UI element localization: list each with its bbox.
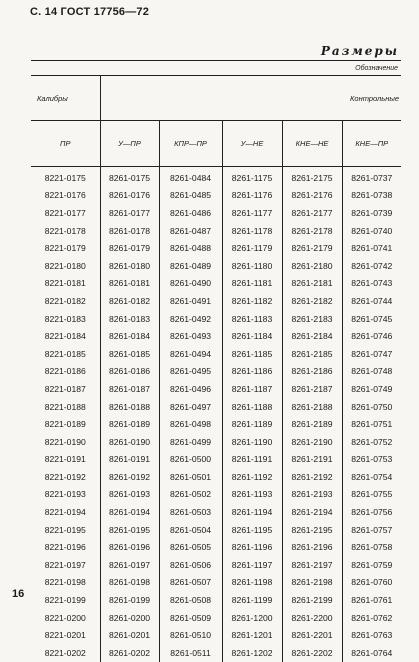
table-row [31,398,401,416]
table-cell: 8261-1194 [222,503,282,521]
column-header: У—НЕ [222,121,282,167]
table-cell: 8261-2193 [282,486,342,504]
gauge-table [31,60,401,662]
table-cell: 8261-0188 [100,398,159,416]
table-cell: 8261-1176 [222,187,282,205]
page-number: 16 [12,588,25,600]
table-cell: 8261-2188 [282,398,342,416]
table-cell: 8261-2177 [282,204,342,222]
table-cell: 8221-0187 [31,380,100,398]
header-control: Контрольные [100,76,401,121]
table-cell: 8221-0177 [31,204,100,222]
table-cell: 8261-0179 [100,239,159,257]
table-cell: 8261-1179 [222,239,282,257]
table-cell: 8261-0756 [351,507,393,518]
table-cell: 8261-1195 [222,521,282,539]
table-cell: 8261-0177 [100,204,159,222]
table-cell: 8261-0742 [351,260,393,271]
table-cell: 8221-0193 [31,486,100,504]
table-cell: 8261-0201 [100,626,159,644]
table-cell: 8261-0202 [100,644,159,662]
table-row [31,257,401,275]
table-cell: 8261-0490 [159,275,222,293]
table-row [31,363,401,381]
table-cell: 8261-0760 [351,577,393,588]
table-cell: 8261-0492 [159,310,222,328]
table-cell: 8261-0184 [100,327,159,345]
table-cell: 8261-0496 [159,380,222,398]
table-cell: 8221-0186 [31,363,100,381]
table-cell: 8261-0739 [351,207,393,218]
table-cell: 8261-0749 [351,383,393,394]
table-cell: 8261-0192 [100,468,159,486]
table-cell: 8261-1175 [222,167,282,187]
table-row [31,556,401,574]
table-cell: 8261-0488 [159,239,222,257]
table-cell: 8261-0190 [100,433,159,451]
table-row [31,327,401,345]
table-cell: 8261-0754 [351,471,393,482]
table-row [31,239,401,257]
table-cell: 8261-1183 [222,310,282,328]
header-designation: Обозначение [31,61,401,76]
table-cell: 8261-0761 [351,595,393,606]
table-cell: 8261-0762 [351,612,393,623]
table-cell: 8261-0505 [159,538,222,556]
table-cell: 8221-0181 [31,275,100,293]
table-cell: 8261-1180 [222,257,282,275]
table-cell: 8221-0197 [31,556,100,574]
header-gauges: Калибры [31,76,100,121]
table-cell: 8261-1177 [222,204,282,222]
table-cell: 8261-2181 [282,275,342,293]
table-cell: 8261-0486 [159,204,222,222]
table-cell: 8261-0744 [351,295,393,306]
table-cell: 8261-0191 [100,451,159,469]
table-cell: 8261-2191 [282,451,342,469]
table-cell: 8221-0182 [31,292,100,310]
table-cell: 8221-0178 [31,222,100,240]
column-header: У—ПР [100,121,159,167]
table-row [31,626,401,644]
table-cell: 8261-2202 [282,644,342,662]
table-row [31,574,401,592]
table-cell: 8261-0491 [159,292,222,310]
table-cell: 8261-0196 [100,538,159,556]
table-cell: 8261-0183 [100,310,159,328]
table-cell: 8221-0194 [31,503,100,521]
table-cell: 8261-0181 [100,275,159,293]
gauge-table-wrapper [31,60,401,662]
header-row-designation [31,61,401,76]
table-row [31,503,401,521]
table-cell: 8261-0489 [159,257,222,275]
table-cell: 8261-1178 [222,222,282,240]
table-row [31,468,401,486]
table-cell: 8261-2175 [282,167,342,187]
table-cell: 8261-0508 [159,591,222,609]
table-cell: 8261-0493 [159,327,222,345]
table-cell: 8221-0180 [31,257,100,275]
table-cell: 8261-0186 [100,363,159,381]
table-cell: 8261-0200 [100,609,159,627]
table-cell: 8261-0507 [159,574,222,592]
table-cell: 8261-0740 [351,225,393,236]
table-cell: 8261-0511 [159,644,222,662]
table-cell: 8261-1186 [222,363,282,381]
table-cell: 8221-0191 [31,451,100,469]
table-cell: 8261-2197 [282,556,342,574]
table-cell: 8261-2199 [282,591,342,609]
table-cell: 8261-0199 [100,591,159,609]
table-cell: 8261-1187 [222,380,282,398]
table-header [31,61,401,167]
table-cell: 8261-1193 [222,486,282,504]
table-cell: 8261-0182 [100,292,159,310]
table-cell: 8261-0495 [159,363,222,381]
table-cell: 8261-2194 [282,503,342,521]
table-cell: 8261-0510 [159,626,222,644]
table-cell: 8221-0198 [31,574,100,592]
table-row [31,591,401,609]
table-cell: 8261-0485 [159,187,222,205]
table-cell: 8261-1197 [222,556,282,574]
table-cell: 8261-0504 [159,521,222,539]
table-cell: 8221-0189 [31,415,100,433]
table-cell: 8261-2190 [282,433,342,451]
table-row [31,345,401,363]
table-cell: 8261-2182 [282,292,342,310]
table-cell: 8261-0759 [351,559,393,570]
table-cell: 8261-0750 [351,401,393,412]
table-cell: 8261-0763 [351,630,393,641]
table-cell: 8261-2192 [282,468,342,486]
table-cell: 8261-0747 [351,348,393,359]
table-cell: 8261-1198 [222,574,282,592]
column-header: ПР [31,121,100,167]
table-cell: 8261-0743 [351,278,393,289]
table-cell: 8261-2185 [282,345,342,363]
header-row-gauges [31,76,401,121]
table-cell: 8261-0506 [159,556,222,574]
table-cell: 8261-2186 [282,363,342,381]
table-cell: 8221-0192 [31,468,100,486]
table-row [31,275,401,293]
table-cell: 8261-1192 [222,468,282,486]
table-cell: 8221-0185 [31,345,100,363]
table-cell: 8221-0199 [31,591,100,609]
table-body [31,167,401,662]
table-cell: 8221-0176 [31,187,100,205]
table-cell: 8261-0758 [351,542,393,553]
table-cell: 8261-2195 [282,521,342,539]
table-cell: 8261-0501 [159,468,222,486]
table-cell: 8261-0176 [100,187,159,205]
table-cell: 8261-0185 [100,345,159,363]
table-row [31,222,401,240]
table-cell: 8261-2184 [282,327,342,345]
table-cell: 8261-1188 [222,398,282,416]
table-row [31,204,401,222]
table-cell: 8261-0738 [351,190,393,201]
table-cell: 8261-0498 [159,415,222,433]
table-row [31,167,401,187]
table-cell: 8261-1191 [222,451,282,469]
table-cell: 8261-1189 [222,415,282,433]
table-cell: 8261-2180 [282,257,342,275]
table-cell: 8261-1202 [222,644,282,662]
table-cell: 8261-2178 [282,222,342,240]
table-cell: 8261-0178 [100,222,159,240]
table-row [31,538,401,556]
table-cell: 8261-0487 [159,222,222,240]
table-cell: 8261-0189 [100,415,159,433]
table-cell: 8261-0497 [159,398,222,416]
table-cell: 8261-0180 [100,257,159,275]
table-cell: 8221-0175 [31,167,100,187]
table-cell: 8261-0753 [351,454,393,465]
table-cell: 8261-1200 [222,609,282,627]
table-cell: 8261-2201 [282,626,342,644]
table-cell: 8261-1185 [222,345,282,363]
table-cell: 8261-0764 [351,647,393,658]
table-cell: 8261-0187 [100,380,159,398]
table-cell: 8261-0746 [351,331,393,342]
section-title: Размеры [320,44,399,58]
table-cell: 8261-0752 [351,436,393,447]
table-cell: 8261-0737 [351,172,393,183]
table-cell: 8221-0201 [31,626,100,644]
column-header: КНЕ—НЕ [282,121,342,167]
table-row [31,292,401,310]
table-cell: 8221-0196 [31,538,100,556]
table-row [31,415,401,433]
table-cell: 8221-0195 [31,521,100,539]
column-headers [31,121,401,167]
table-cell: 8261-0503 [159,503,222,521]
table-row [31,433,401,451]
table-cell: 8261-0751 [351,419,393,430]
table-cell: 8261-0494 [159,345,222,363]
table-cell: 8261-0193 [100,486,159,504]
column-header: КНЕ—ПР [342,121,401,167]
table-cell: 8261-2198 [282,574,342,592]
table-row [31,486,401,504]
table-row [31,451,401,469]
table-row [31,187,401,205]
table-cell: 8261-0195 [100,521,159,539]
table-cell: 8261-2183 [282,310,342,328]
table-cell: 8261-0509 [159,609,222,627]
table-row [31,609,401,627]
table-cell: 8261-1190 [222,433,282,451]
table-cell: 8261-0748 [351,366,393,377]
table-cell: 8221-0190 [31,433,100,451]
table-cell: 8261-2189 [282,415,342,433]
table-cell: 8221-0179 [31,239,100,257]
table-cell: 8221-0202 [31,644,100,662]
page-header: С. 14 ГОСТ 17756—72 [30,6,150,18]
table-row [31,310,401,328]
table-cell: 8261-0757 [351,524,393,535]
table-cell: 8221-0183 [31,310,100,328]
table-cell: 8261-2187 [282,380,342,398]
table-cell: 8261-0745 [351,313,393,324]
table-cell: 8261-0502 [159,486,222,504]
table-cell: 8261-0499 [159,433,222,451]
table-cell: 8261-2200 [282,609,342,627]
table-row [31,521,401,539]
table-cell: 8261-2179 [282,239,342,257]
column-header: КПР—ПР [159,121,222,167]
table-cell: 8261-1184 [222,327,282,345]
table-cell: 8261-0741 [351,243,393,254]
table-cell: 8261-1182 [222,292,282,310]
table-cell: 8261-2176 [282,187,342,205]
table-cell: 8261-1181 [222,275,282,293]
table-cell: 8261-0175 [100,167,159,187]
table-cell: 8221-0200 [31,609,100,627]
table-cell: 8261-1199 [222,591,282,609]
table-cell: 8261-0197 [100,556,159,574]
table-cell: 8261-0484 [159,167,222,187]
table-cell: 8261-2196 [282,538,342,556]
table-cell: 8261-0198 [100,574,159,592]
table-cell: 8261-0500 [159,451,222,469]
table-cell: 8221-0188 [31,398,100,416]
table-cell: 8261-0194 [100,503,159,521]
table-row [31,380,401,398]
table-cell: 8221-0184 [31,327,100,345]
table-row [31,644,401,662]
table-cell: 8261-1196 [222,538,282,556]
table-cell: 8261-0755 [351,489,393,500]
table-cell: 8261-1201 [222,626,282,644]
